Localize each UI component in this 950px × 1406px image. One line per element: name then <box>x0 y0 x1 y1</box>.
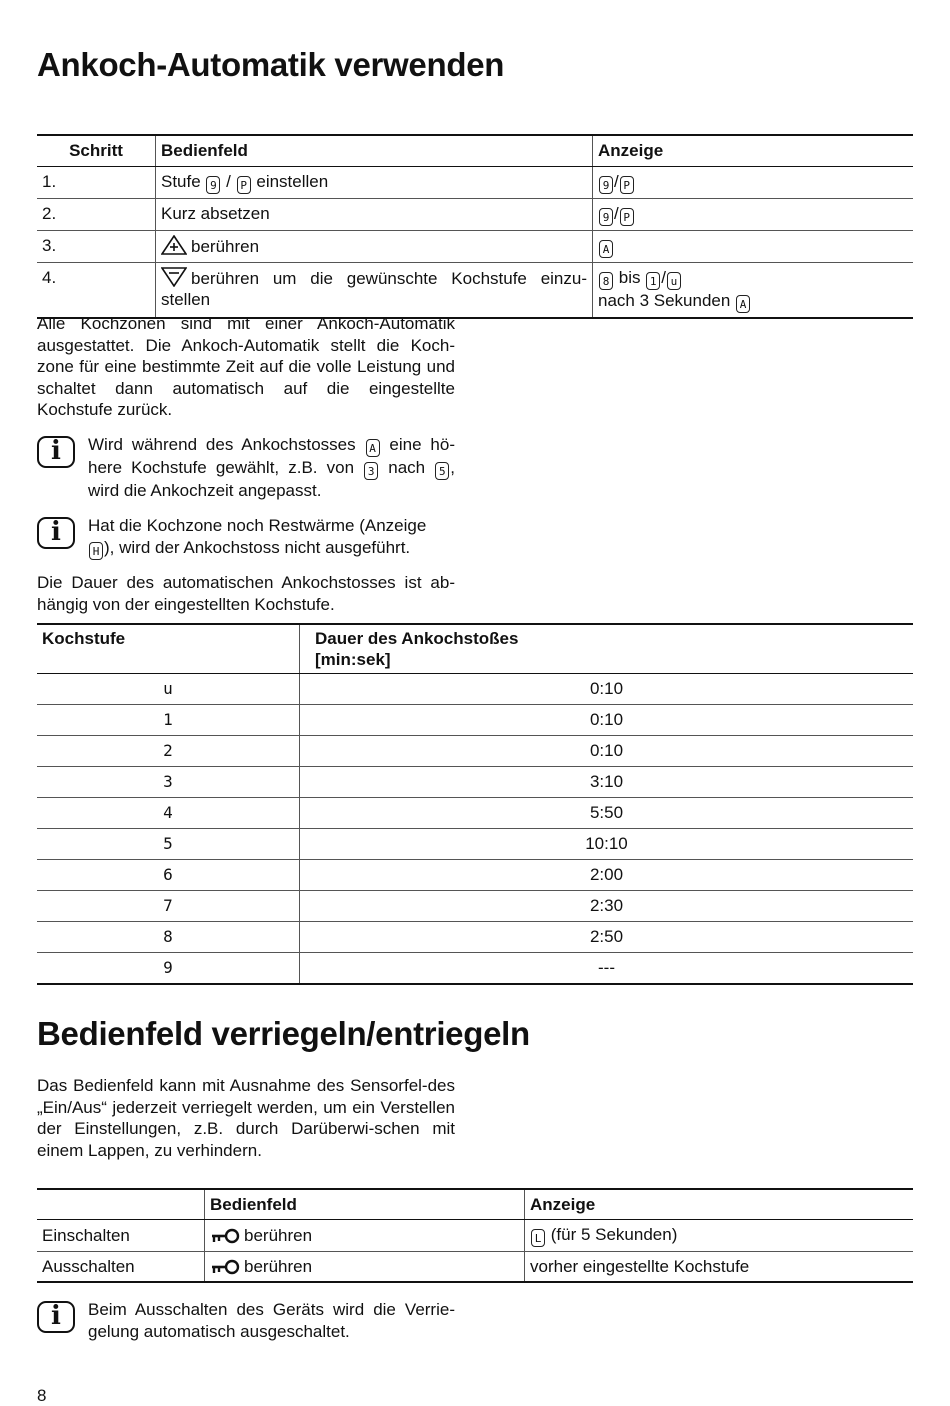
panel-cell <box>205 1220 525 1252</box>
table-header-row <box>37 624 913 674</box>
level-cell: 2 <box>37 736 300 767</box>
table-header-row <box>37 1189 913 1220</box>
step-number: 2. <box>37 199 156 231</box>
duration-intro: Die Dauer des automatischen Ankochstosses ist ab-hängig von der eingestellten Kochstufe. <box>37 573 455 614</box>
panel-cell <box>156 167 593 199</box>
table-row <box>37 674 913 705</box>
display-cell <box>593 263 914 319</box>
display-text: nach 3 Sekunden <box>598 291 731 310</box>
level-cell: 8 <box>37 922 300 953</box>
duration-cell: 2:50 <box>300 922 914 953</box>
header-step: Schritt <box>37 135 156 167</box>
display-cell <box>593 167 914 199</box>
display-symbol: A <box>366 439 380 457</box>
table-row <box>37 860 913 891</box>
lock-intro: Das Bedienfeld kann mit Ausnahme des Sensorfel-des „Ein/Aus“ jederzeit verriegelt werden, um ein Verstellen der Einstellungen, z.B. durch Darüberwi-schen mit einem Lappen, zu verhindern. <box>37 1076 455 1160</box>
table-row <box>37 167 913 199</box>
panel-text: berühren <box>244 1257 313 1276</box>
display-symbol: 9 <box>206 176 220 194</box>
key-icon <box>210 1259 240 1275</box>
table-row <box>37 891 913 922</box>
step-number: 3. <box>37 231 156 263</box>
level-cell: 3 <box>37 767 300 798</box>
separator: / <box>614 172 619 191</box>
display-cell <box>593 199 914 231</box>
header-level: Kochstufe <box>37 624 300 674</box>
table-row <box>37 263 913 319</box>
level-cell: 7 <box>37 891 300 922</box>
action-cell: Ausschalten <box>37 1252 205 1283</box>
note-text: eine hö-here Kochstufe gewählt, z.B. von <box>88 435 455 477</box>
duration-table <box>37 623 913 985</box>
level-cell: 6 <box>37 860 300 891</box>
steps-table <box>37 134 913 319</box>
display-symbol: 9 <box>599 208 613 226</box>
table-row <box>37 705 913 736</box>
separator: / <box>661 268 666 287</box>
display-symbol: P <box>620 176 634 194</box>
duration-cell: 10:10 <box>300 829 914 860</box>
display-symbol: P <box>620 208 634 226</box>
intro-paragraph: Alle Kochzonen sind mit einer Ankoch-Automatik ausgestattet. Die Ankoch-Automatik stellt die Koch-zone für eine bestimmte Zeit auf die volle Leistung und schaltet dann automatisch auf die eingestellte Kochstufe zurück. <box>37 314 455 419</box>
table-row <box>37 199 913 231</box>
table-row <box>37 231 913 263</box>
action-cell: Einschalten <box>37 1220 205 1252</box>
note-text: ), wird der Ankochstoss nicht ausgeführt. <box>104 537 411 557</box>
panel-text: einstellen <box>256 172 329 191</box>
duration-cell: 0:10 <box>589 679 624 698</box>
duration-cell: --- <box>300 953 914 985</box>
header-display: Anzeige <box>525 1189 914 1220</box>
step-number: 4. <box>37 263 156 319</box>
info-text: Beim Ausschalten des Geräts wird die Verrie-gelung automatisch ausgeschaltet. <box>88 1300 455 1341</box>
plus-triangle-icon <box>161 235 187 255</box>
info-icon: i <box>37 517 75 549</box>
display-symbol: P <box>237 176 251 194</box>
header-duration <box>300 624 914 674</box>
note-text: nach <box>388 458 426 477</box>
section-title-ankoch: Ankoch-Automatik verwenden <box>37 46 505 83</box>
table-row <box>37 798 913 829</box>
panel-text: berühren um die gewünschte Kochstufe einzu-stellen <box>161 269 587 309</box>
note-text: Hat die Kochzone noch Restwärme (Anzeige <box>88 516 427 535</box>
display-symbol: 3 <box>364 462 378 480</box>
display-symbol: 5 <box>435 462 449 480</box>
step-number: 1. <box>37 167 156 199</box>
table-row <box>37 1220 913 1252</box>
table-header-row <box>37 135 913 167</box>
level-cell: u <box>37 674 300 705</box>
header-duration-line1: Dauer des Ankochstoßes <box>315 629 519 648</box>
table-row <box>37 767 913 798</box>
display-text: (für 5 Sekunden) <box>550 1225 678 1244</box>
display-symbol: 8 <box>599 272 613 290</box>
table-row <box>37 1252 913 1283</box>
level-cell: 9 <box>37 953 300 985</box>
display-symbol: 9 <box>599 176 613 194</box>
display-symbol: u <box>667 272 681 290</box>
header-panel: Bedienfeld <box>205 1189 525 1220</box>
panel-cell <box>156 231 593 263</box>
level-cell: 5 <box>37 829 300 860</box>
display-cell: vorher eingestellte Kochstufe <box>525 1252 914 1283</box>
header-action <box>37 1189 205 1220</box>
separator: / <box>614 204 619 223</box>
table-row <box>37 953 913 985</box>
display-cell <box>525 1220 914 1252</box>
panel-text: berühren <box>191 237 260 256</box>
display-symbol: L <box>531 1229 545 1247</box>
key-icon <box>210 1228 240 1244</box>
duration-cell: 2:30 <box>300 891 914 922</box>
minus-triangle-icon <box>161 267 187 287</box>
duration-cell: 2:00 <box>300 860 914 891</box>
header-panel: Bedienfeld <box>156 135 593 167</box>
display-symbol: H <box>89 542 103 560</box>
page-number: 8 <box>37 1386 47 1405</box>
table-row <box>37 922 913 953</box>
display-symbol: 1 <box>646 272 660 290</box>
display-cell <box>593 231 914 263</box>
info-text <box>88 434 455 502</box>
header-duration-line2: [min:sek] <box>315 650 391 669</box>
info-icon: i <box>37 1301 75 1333</box>
note-text: , wird die Ankochzeit angepasst. <box>88 458 455 500</box>
duration-cell: 0:10 <box>300 736 914 767</box>
header-display: Anzeige <box>593 135 914 167</box>
panel-text: Stufe <box>161 172 201 191</box>
level-cell: 4 <box>37 798 300 829</box>
panel-cell <box>156 263 593 319</box>
section-title-verriegeln: Bedienfeld verriegeln/entriegeln <box>37 1015 530 1052</box>
note-text: Wird während des Ankochstosses <box>88 435 356 454</box>
lock-table <box>37 1188 913 1283</box>
duration-cell: 5:50 <box>300 798 914 829</box>
duration-cell: 0:10 <box>300 705 914 736</box>
panel-text: berühren <box>244 1226 313 1245</box>
table-row <box>37 736 913 767</box>
info-icon: i <box>37 436 75 468</box>
display-symbol: A <box>599 240 613 258</box>
separator: / <box>226 172 231 191</box>
info-text <box>88 515 455 560</box>
table-row <box>37 829 913 860</box>
duration-cell: 3:10 <box>300 767 914 798</box>
level-cell: 1 <box>37 705 300 736</box>
panel-cell: Kurz absetzen <box>156 199 593 231</box>
panel-cell <box>205 1252 525 1283</box>
display-symbol: A <box>736 295 750 313</box>
display-text: bis <box>618 268 641 287</box>
